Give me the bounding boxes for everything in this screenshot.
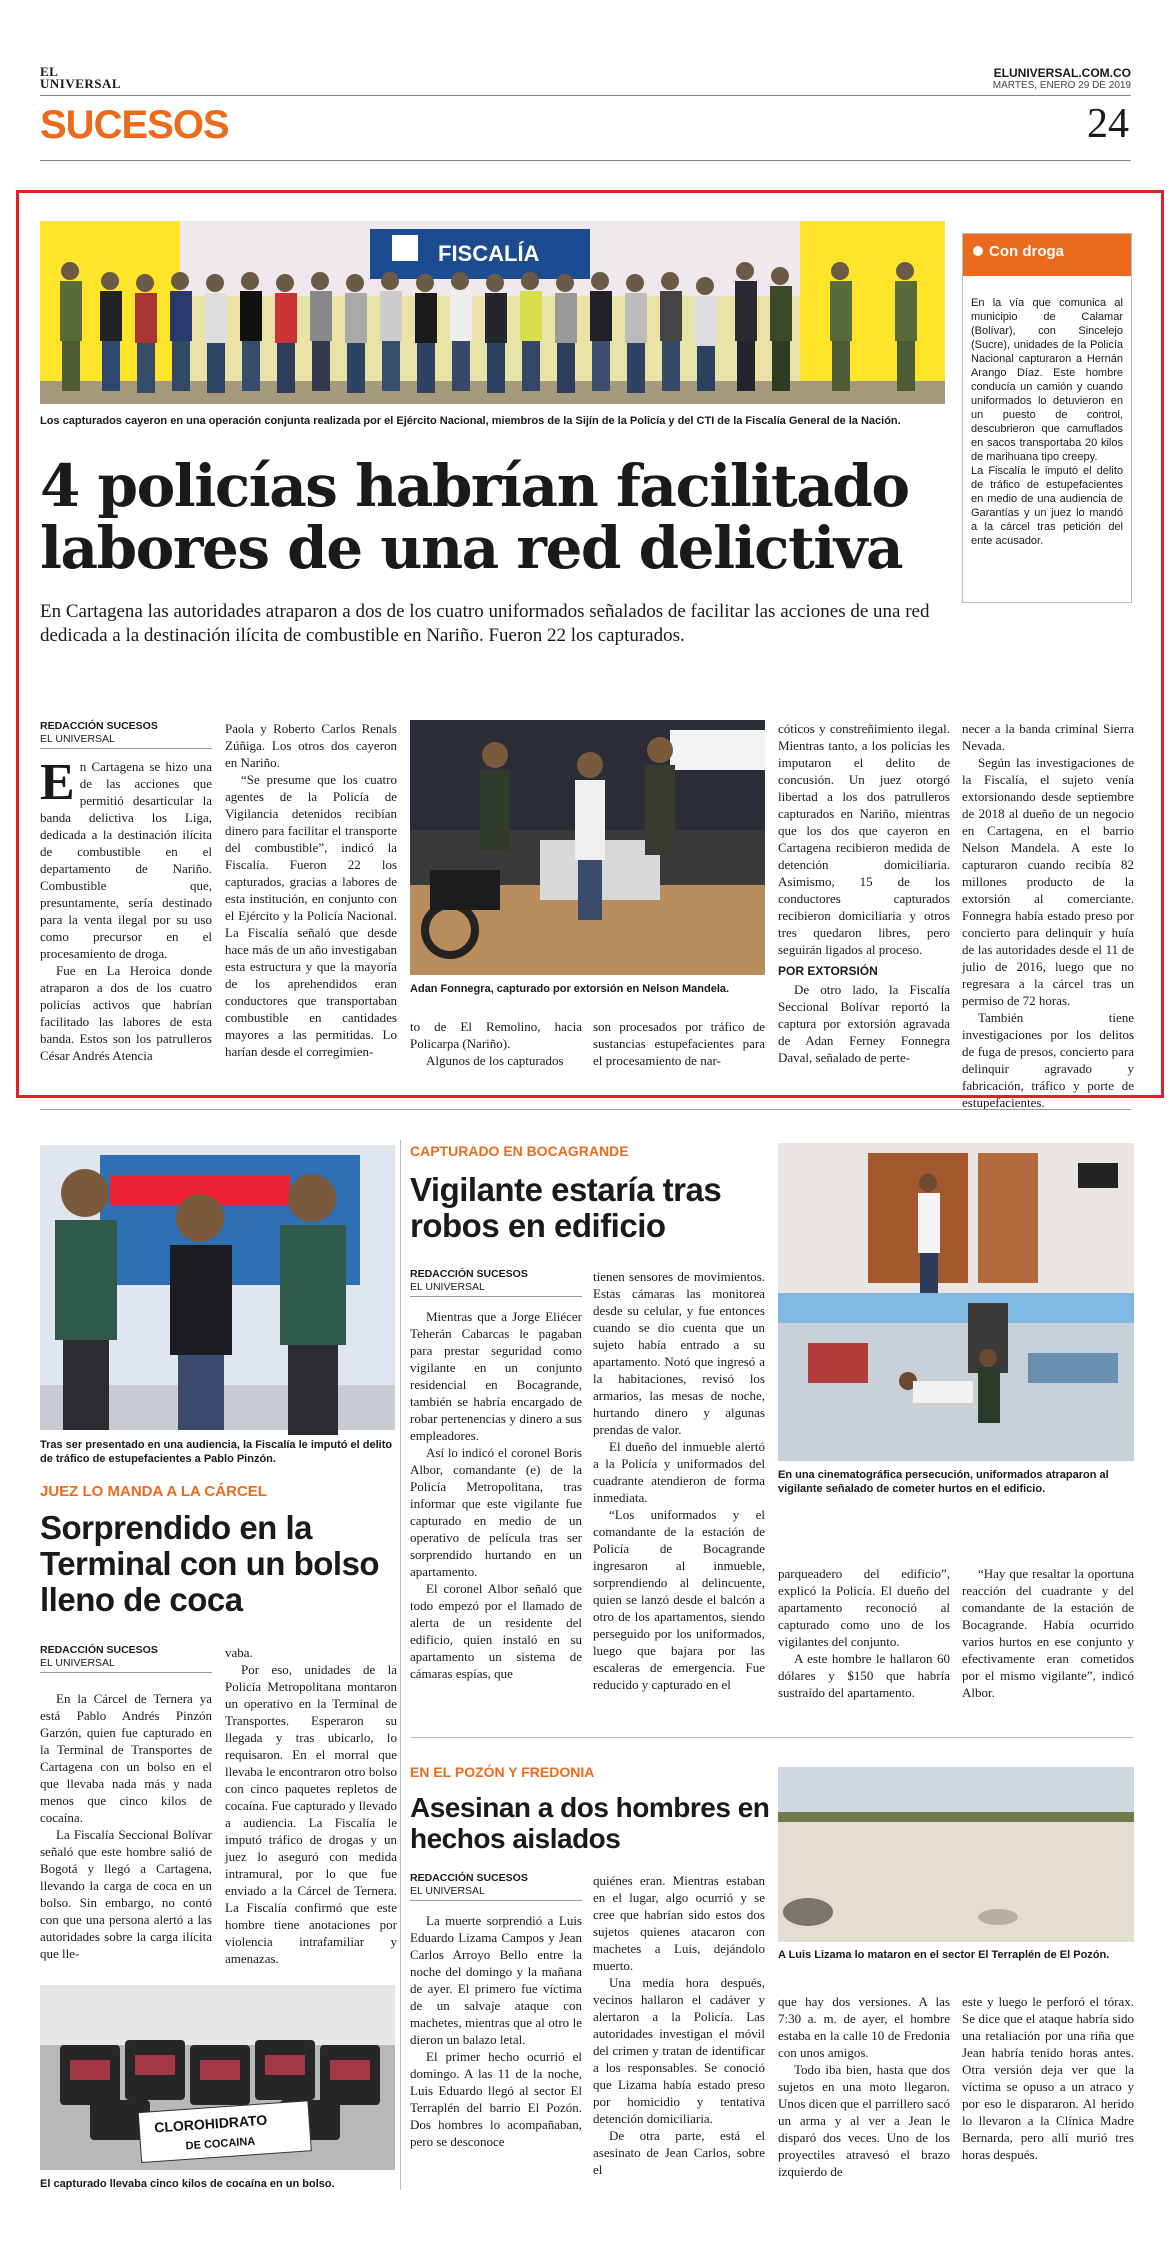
cocaine-photo-caption: El capturado llevaba cinco kilos de cocaína en un bolso.	[40, 2178, 335, 2190]
main-col-3: to de El Remolino, hacia Policarpa (Nariño). Algunos de los capturados	[410, 1019, 582, 1068]
story3-col-4: “Hay que resaltar la oportuna reacción del cuadrante y del comandante de la estación de Bocagrande. Había ocurrido varios hurtos en ese conjunto y efectivamente eran cometidos por el mismo vigilante”, indicó Albor.	[962, 1566, 1134, 1700]
page-number: 24	[1087, 101, 1129, 147]
chase-photo	[778, 1143, 1134, 1461]
bullet-icon	[973, 246, 983, 256]
subhead-extorsion: POR EXTORSIÓN	[778, 964, 878, 978]
pinzon-image	[40, 1145, 395, 1430]
mid-divider	[40, 1109, 1131, 1110]
main-headline: 4 policías habrían facilitado labores de una red delictiva	[40, 452, 909, 582]
story4-kicker: EN EL POZÓN Y FREDONIA	[410, 1764, 595, 1780]
cocaine-packages-image	[40, 1985, 395, 2170]
main-col-5: cóticos y constreñimiento ilegal. Mientras tanto, a los policías les imputaron el delito de concusión. Un juez otorgó libertad a los dos patrulleros capturados en Nariño, mientras que los dos que cayeron en Cartagena recibieron medida de detención domiciliaria. Asimismo, 15 de los conductores capturados recibieron domiciliaria y otros tres quedaron libres, pero seguirán ligados al proceso. POR EXTORSIÓN De otro lado, la Fiscalía Seccional Bolívar reportó la captura por extorsión agravada de Adan Ferney Fonnegra Daval, señalado de perte-	[778, 721, 950, 1065]
captured-group-image	[40, 221, 945, 404]
top-divider	[40, 95, 1131, 96]
story4-headline: Asesinan a dos hombres en hechos aislados	[410, 1792, 770, 1854]
story2-col-1: En la Cárcel de Ternera ya está Pablo Andrés Pinzón Garzón, quien fue capturado en la Terminal de Transportes de Cartagena con un bolso en el que llevaba nada más y nada menos que cinco kilos de cocaína. La Fiscalía Seccional Bolívar señaló que este hombre salió de Bogotá y llegó a Cartagena, llevando la carga de coca en un bolso. Sin embargo, no contó con que una persona alertó a las autoridades sobre la carga ilícita que lle-	[40, 1691, 212, 1961]
story4-byline: REDACCIÓN SUCESOS EL UNIVERSAL	[410, 1872, 582, 1901]
pinzon-photo-caption: Tras ser presentado en una audiencia, la Fiscalía le imputó el delito de tráfico de estupefacientes a Pablo Pinzón.	[40, 1439, 393, 1465]
fonnegra-image	[410, 720, 765, 975]
story4-col-2: quiénes eran. Mientras estaban en el lugar, algo ocurrió y se cree que habrían sido estos dos sujetos quienes atacaron con machetes a Luis, dejándolo muerto. Una media hora después, vecinos hallaron el cadáver y alertaron a la Policía. Las autoridades investigan el móvil del crimen y tratan de identificar a los responsables. Se conoció que Lizama había estado preso por homicidio y tentativa detención domiciliaria. De otra parte, está el asesinato de Jean Carlos, sobre el	[593, 1873, 765, 2177]
newspaper-logo: EL UNIVERSAL	[40, 64, 122, 91]
main-lead: En Cartagena las autoridades atraparon a dos de los cuatro uniformados señalados de facilitar las acciones de una red dedicada a la destinación ilícita de combustible en Nariño. Fueron 22 los capturados.	[40, 601, 930, 646]
story3-col-2: tienen sensores de movimientos. Estas cámaras las monitorea desde su celular, y fue entonces cuando se dio cuenta que un sujeto había entrado a su apartamento. Notó que ingresó a la habitaciones, revisó los armarios, las mesas de noche, hurtando dinero y algunas prendas de valor. El dueño del inmueble alertó a la Policía y uniformados del cuadrante atendieron de forma inmediata. “Los uniformados y el comandante de la estación de Policía de Bocagrande ingresaron al inmueble, sorprendiendo al delincuente, quien se lanzó desde el balcón a otro de los apartamentos, siendo perseguido por los uniformados, luego que bajara por las escaleras de emergencia. Fue reducido y capturado en el	[593, 1269, 765, 1692]
story3-byline: REDACCIÓN SUCESOS EL UNIVERSAL	[410, 1268, 582, 1297]
story4-col-1: La muerte sorprendió a Luis Eduardo Lizama Campos y Jean Carlos Arroyo Bello entre la noche del domingo y la mañana de ayer. El primero fue víctima de un salvaje ataque con machetes, mientras que al otro le dieron un balazo letal. El primer hecho ocurrió el domingo. A las 11 de la noche, Luis Eduardo llegó al sector El Terraplén del barrio El Pozón. Dos hombres lo acompañaban, pero se desconoce	[410, 1913, 582, 2149]
section-title: SUCESOS	[40, 103, 229, 147]
terraplen-image	[778, 1767, 1134, 1942]
chase-photo-caption: En una cinematográfica persecución, uniformados atraparon al vigilante señalado de cometer hurtos en el edificio.	[778, 1469, 1109, 1495]
masthead-site-info	[993, 66, 1131, 91]
column-divider	[400, 1140, 401, 2190]
main-photo-caption: Los capturados cayeron en una operación conjunta realizada por el Ejército Nacional, miembros de la Sijín de la Policía y del CTI de la Fiscalía General de la Nación.	[40, 415, 901, 427]
issue-date: MARTES, ENERO 29 DE 2019	[992, 80, 1131, 91]
story2-byline: REDACCIÓN SUCESOS EL UNIVERSAL	[40, 1644, 212, 1673]
package-label: CLOROHIDRATO	[153, 2111, 268, 2136]
main-col-4: son procesados por tráfico de sustancias estupefacientes para el procesamiento de nar-	[593, 1019, 765, 1068]
story3-col-3: parqueadero del edificio”, explicó la Policía. El dueño del apartamento reconoció al capturado como uno de los vigilantes del conjunto. A este hombre le hallaron 60 dólares y $150 que habría sustraído del apartamento.	[778, 1566, 950, 1700]
extortion-photo	[410, 720, 765, 975]
section-divider	[40, 160, 1131, 161]
main-col-2: Paola y Roberto Carlos Renals Zúñiga. Los otros dos cayeron en Nariño. “Se presume que los cuatro agentes de la Policía de Vigilancia detenidos recibían dinero para facilitar el transporte del combustible”, indicó la Fiscalía. Fueron 22 los capturados, gracias a labores de esta institución, en conjunto con el Ejército y la Policía Nacional. La Fiscalía señaló que desde hace más de un año investigaban esta estructura y que la mayoría de los aprehendidos eran conductores que transportaban combustible en cantidades mayores a las permitidas. Lo harían desde el corregimien-	[225, 721, 397, 1059]
sidebar-title: Con droga	[989, 243, 1064, 260]
story2-kicker: JUEZ LO MANDA A LA CÁRCEL	[40, 1483, 267, 1500]
sidebar-header	[963, 234, 1131, 276]
story4-col-3: que hay dos versiones. A las 7:30 a. m. de ayer, el hombre estaba en la calle 10 de Fredonia con unos amigos. Todo iba bien, hasta que dos sujetos en una moto llegaron. Unos dicen que el parrillero sacó un arma y al ver a Jean le disparó dos veces. Uno de los proyectiles atravesó el brazo izquierdo de	[778, 1994, 950, 2179]
pozon-photo	[778, 1767, 1134, 1942]
main-photo	[40, 221, 945, 404]
main-col-1: En Cartagena se hizo una de las acciones que permitió desarticular la banda delictiva los Liga, dedicada a la destinación ilícita de combustible en el departamento de Nariño. Combustible que, presuntamente, sería destinado para la venta ilegal por su uso como precursor en el procesamiento de droga. Fue en La Heroica donde atraparon a dos de los cuatro policías activos que habrían facilitado las labores de esta banda. Estos son los patrulleros César Andrés Atencia	[40, 754, 212, 1063]
chase-image	[778, 1143, 1134, 1461]
cocaine-photo	[40, 1985, 395, 2170]
story4-col-4: este y luego le perforó el tórax. Se dice que el ataque habría sido una retaliación por una riña que Jean habría tenido horas antes. Otra versión deja ver que la víctima se opuso a un atraco y por eso le dispararon. Al herido lo llevaron a la Clínica Madre Bernarda, pero allí murió tres horas después.	[962, 1994, 1134, 2162]
story2-col-2: vaba. Por eso, unidades de la Policía Metropolitana montaron un operativo en la Terminal de Transportes. Esperaron su llegada y tras ubicarlo, lo requisaron. En el morral que llevaba le encontraron otro bolso con cinco paquetes repletos de cocaína. Fue capturado y llevado a audiencia. La Fiscalía le imputó tráfico de drogas y un juez lo aseguró con medida intramural, por lo que fue enviado a la Cárcel de Ternera. La Fiscalía confirmó que este hombre tiene anotaciones por violencia intrafamiliar y amenazas.	[225, 1645, 397, 1966]
pozon-photo-caption: A Luis Lizama lo mataron en el sector El Terraplén de El Pozón.	[778, 1949, 1110, 1961]
main-col-6: necer a la banda criminal Sierra Nevada. Según las investigaciones de la Fiscalía, el sujeto venía extorsionando desde septiembre de 2018 al dueño de un negocio en Cartagena, en el barrio Nelson Mandela. A este lo capturaron cuando recibía 82 millones producto de la extorsión al comerciante. Fonnegra había estado preso por concierto para delinquir y huía de las autoridades desde el 11 de julio de 2016, luego que no regresara a la cárcel tras un permiso de 72 horas. También tiene investigaciones por los delitos de fuga de presos, concierto para delinquir agravado y fabricación, tráfico y porte de estupefacientes.	[962, 721, 1134, 1110]
site-url: ELUNIVERSAL.COM.CO	[993, 66, 1131, 80]
main-byline: REDACCIÓN SUCESOS EL UNIVERSAL	[40, 720, 212, 749]
dropcap: E	[40, 754, 75, 811]
story3-headline: Vigilante estaría tras robos en edificio	[410, 1171, 722, 1244]
sidebar-con-droga	[962, 233, 1132, 603]
extortion-photo-caption: Adan Fonnegra, capturado por extorsión en Nelson Mandela.	[410, 983, 730, 995]
story3-kicker: CAPTURADO EN BOCAGRANDE	[410, 1143, 629, 1159]
story4-divider	[410, 1737, 1134, 1738]
fiscalia-sign: FISCALÍA	[438, 241, 540, 266]
sidebar-body: En la vía que comunica al municipio de Calamar (Bolívar), con Sincelejo (Sucre), unidades de la Policía Nacional capturaron a Hernán Arango Díaz. Este hombre conducía un camión y cuando uniformados lo detuvieron en un puesto de control, descubrieron que camuflados en sacos transportaba 20 kilos de marihuana tipo creepy. La Fiscalía le imputó el delito de tráfico de estupefacientes en medio de una audiencia de Garantías y un juez lo mandó a la cárcel tras petición del ente acusador.	[971, 297, 1123, 547]
package-label-2: DE COCAINA	[185, 2135, 256, 2153]
pinzon-photo	[40, 1145, 395, 1430]
story3-col-1: Mientras que a Jorge Eliécer Teherán Cabarcas le pagaban para prestar seguridad como vigilante en un conjunto residencial en Bocagrande, también se habría encargado de robar pertenencias y dinero a sus empleadores. Así lo indicó el coronel Boris Albor, comandante (e) de la Policía Metropolitana, tras informar que este vigilante fue capturado en medio de un operativo de película tras ser sorprendido hurtando en un apartamento. El coronel Albor señaló que todo empezó por el llamado de alerta de un residente del edificio, quien instaló en su apartamento un sistema de cámaras espías, que	[410, 1309, 582, 1681]
story2-headline: Sorprendido en la Terminal con un bolso lleno de coca	[40, 1509, 380, 1618]
